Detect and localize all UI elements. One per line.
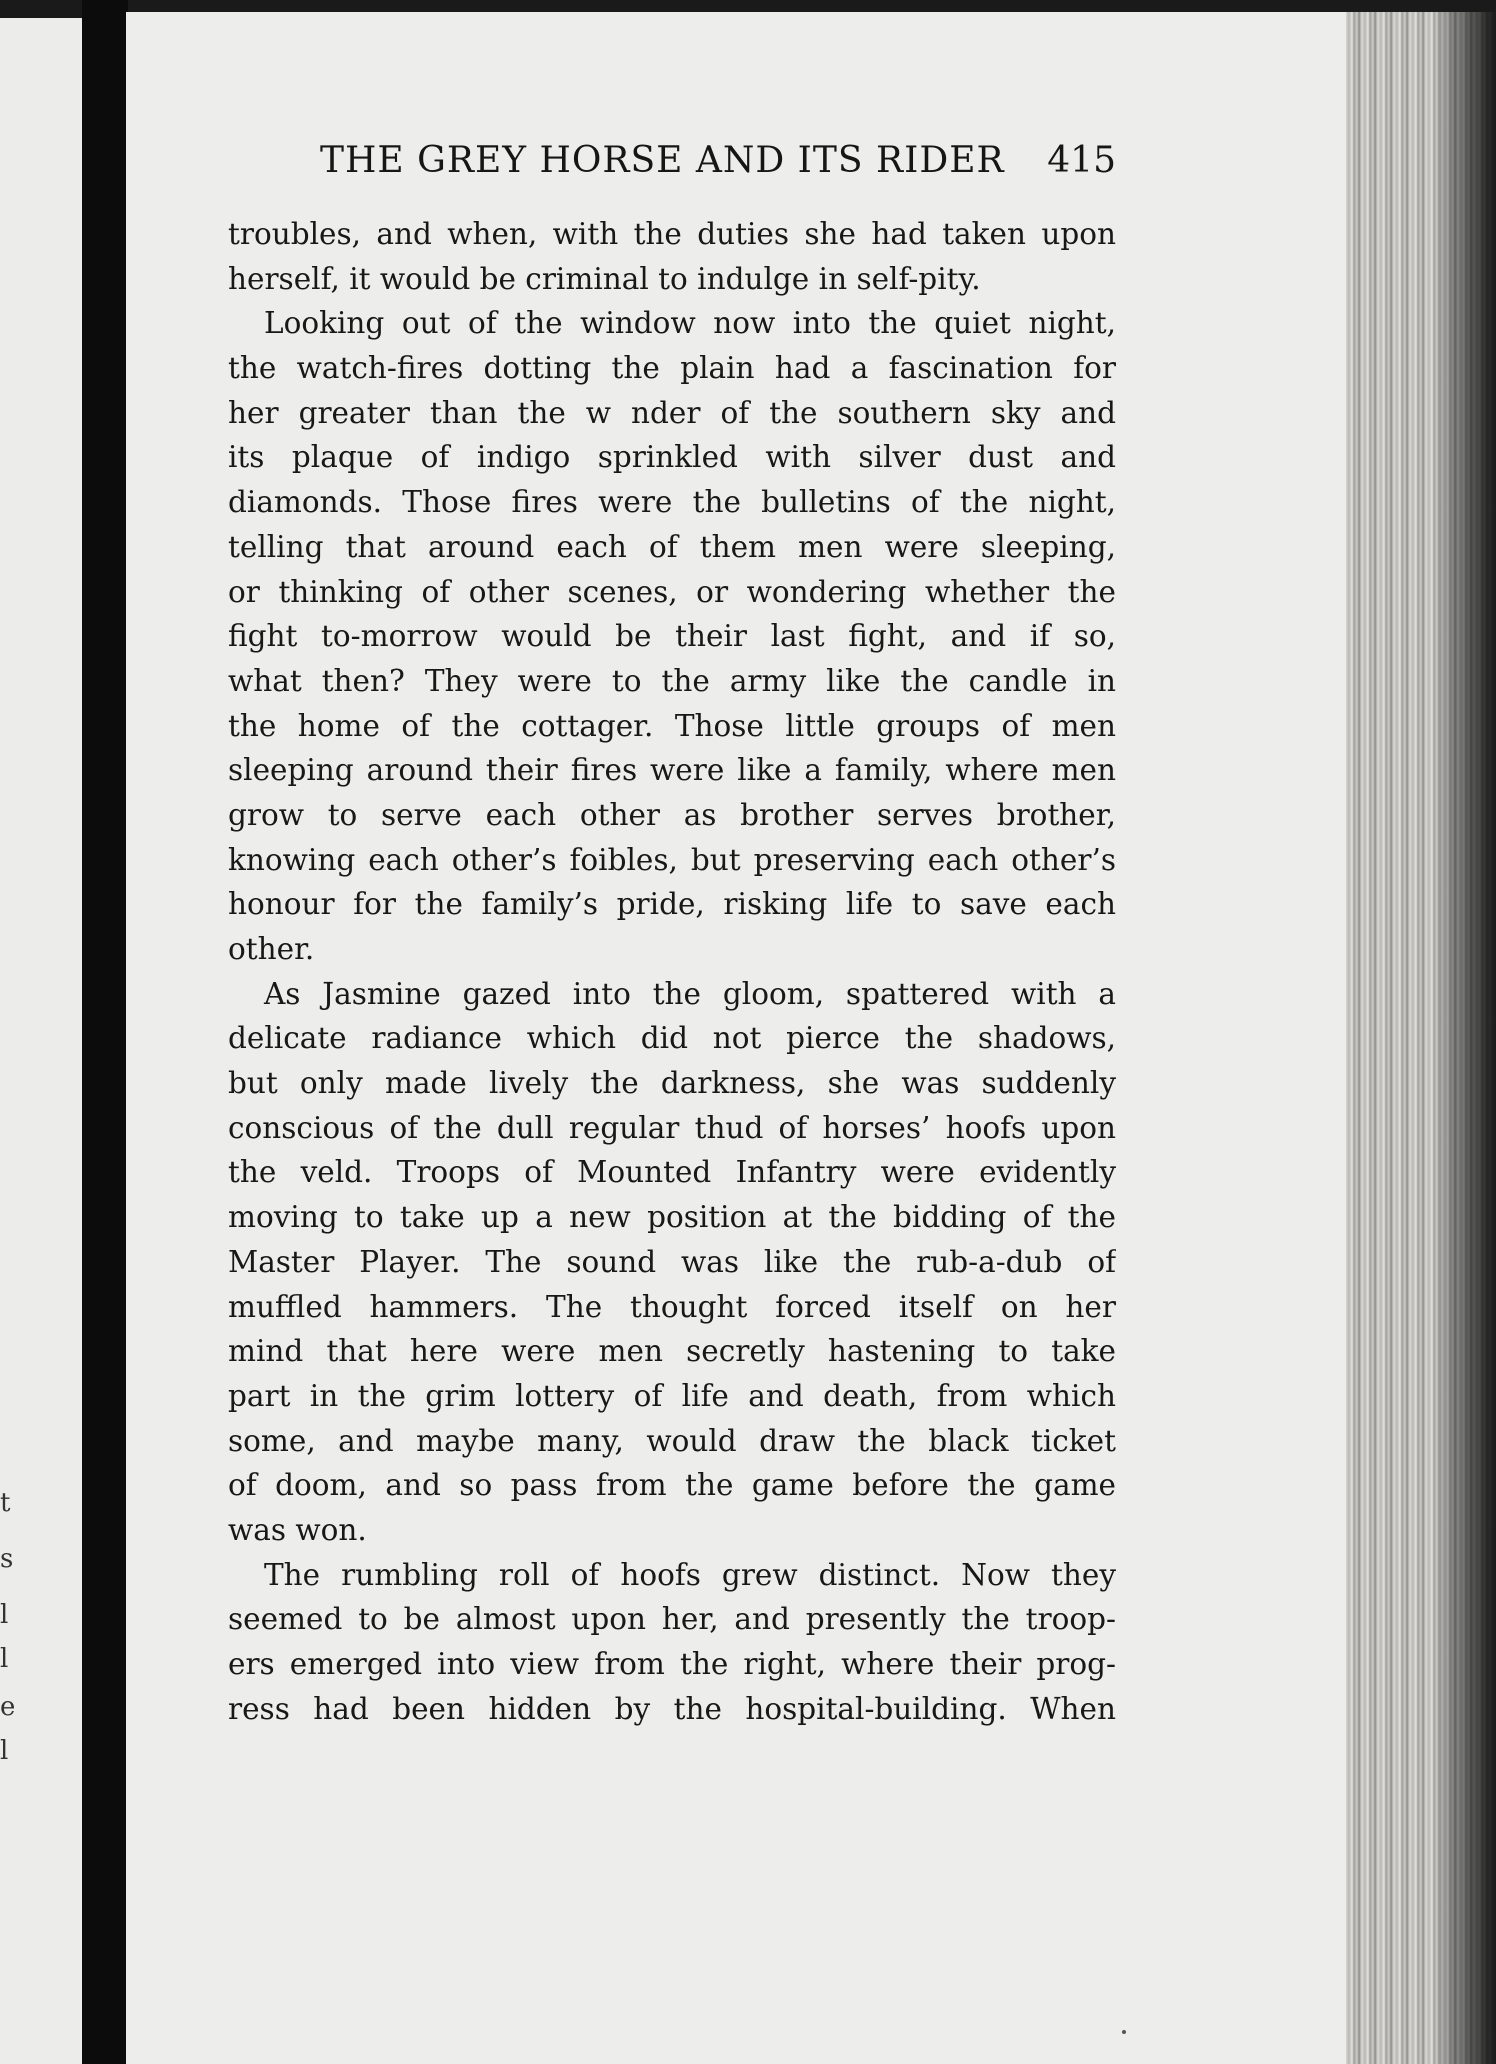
running-head bbox=[228, 128, 1116, 200]
text-line: the watch-fires dotting the plain had a fascination for bbox=[228, 351, 1116, 386]
text-line: the home of the cottager. Those little groups of men bbox=[228, 708, 1116, 743]
text-line: part in the grim lottery of life and death, from which bbox=[228, 1378, 1116, 1413]
text-line: what then? They were to the army like the candle in bbox=[228, 663, 1116, 698]
text-line: her greater than the w nder of the southern sky and bbox=[228, 395, 1116, 430]
paper-speck bbox=[1122, 2030, 1126, 2034]
text-line: was won. bbox=[228, 1512, 367, 1547]
text-line: The rumbling roll of hoofs grew distinct. Now they bbox=[264, 1557, 1116, 1592]
text-line: muffled hammers. The thought forced itself on her bbox=[228, 1289, 1116, 1324]
text-line: mind that here were men secretly hastening to take bbox=[228, 1334, 1116, 1369]
facing-page-fragment: e bbox=[0, 1692, 16, 1722]
book-gutter bbox=[82, 0, 128, 2064]
text-line: diamonds. Those fires were the bulletins of the night, bbox=[228, 485, 1116, 520]
text-line: As Jasmine gazed into the gloom, spattered with a bbox=[264, 976, 1116, 1011]
text-line: Master Player. The sound was like the rub-a-dub of bbox=[228, 1244, 1116, 1279]
text-line: fight to-morrow would be their last fight, and if so, bbox=[228, 619, 1116, 654]
running-title: THE GREY HORSE AND ITS RIDER bbox=[320, 140, 1005, 181]
facing-page-fragment: l bbox=[0, 1600, 9, 1630]
body-text bbox=[228, 212, 1116, 1824]
text-line: seemed to be almost upon her, and presently the troop- bbox=[228, 1602, 1116, 1637]
text-line: knowing each other’s foibles, but preserving each other’s bbox=[228, 842, 1116, 877]
facing-page-fragment: t bbox=[0, 1488, 11, 1518]
facing-page-fragment: l bbox=[0, 1736, 9, 1766]
text-line: herself, it would be criminal to indulge in self-pity. bbox=[228, 261, 981, 296]
text-line: some, and maybe many, would draw the black ticket bbox=[228, 1423, 1116, 1458]
text-line: its plaque of indigo sprinkled with silver dust and bbox=[228, 440, 1116, 475]
facing-page-fragment: l bbox=[0, 1644, 9, 1674]
text-line: delicate radiance which did not pierce the shadows, bbox=[228, 1021, 1116, 1056]
text-line: but only made lively the darkness, she was suddenly bbox=[228, 1066, 1116, 1101]
text-line: ress had been hidden by the hospital-building. When bbox=[228, 1691, 1116, 1726]
text-line: moving to take up a new position at the bidding of the bbox=[228, 1200, 1116, 1235]
facing-page-fragment: s bbox=[0, 1544, 14, 1574]
text-line: other. bbox=[228, 932, 315, 966]
page-number: 415 bbox=[1047, 140, 1116, 181]
text-line: conscious of the dull regular thud of horses’ hoofs upon bbox=[228, 1110, 1116, 1145]
text-line: of doom, and so pass from the game before the game bbox=[228, 1468, 1116, 1503]
text-line: or thinking of other scenes, or wondering whether the bbox=[228, 574, 1116, 609]
text-line: honour for the family’s pride, risking life to save each bbox=[228, 887, 1116, 922]
text-line: troubles, and when, with the duties she had taken upon bbox=[228, 217, 1116, 251]
text-line: ers emerged into view from the right, where their prog- bbox=[228, 1647, 1116, 1681]
text-line: telling that around each of them men were sleeping, bbox=[228, 529, 1116, 564]
text-line: Looking out of the window now into the quiet night, bbox=[264, 306, 1116, 341]
fore-edge-shadow bbox=[1440, 12, 1496, 2064]
text-line: sleeping around their fires were like a family, where men bbox=[228, 753, 1116, 788]
facing-page-edge bbox=[0, 18, 82, 2064]
text-line: the veld. Troops of Mounted Infantry were evidently bbox=[228, 1155, 1116, 1190]
text-line: grow to serve each other as brother serves brother, bbox=[228, 797, 1116, 832]
